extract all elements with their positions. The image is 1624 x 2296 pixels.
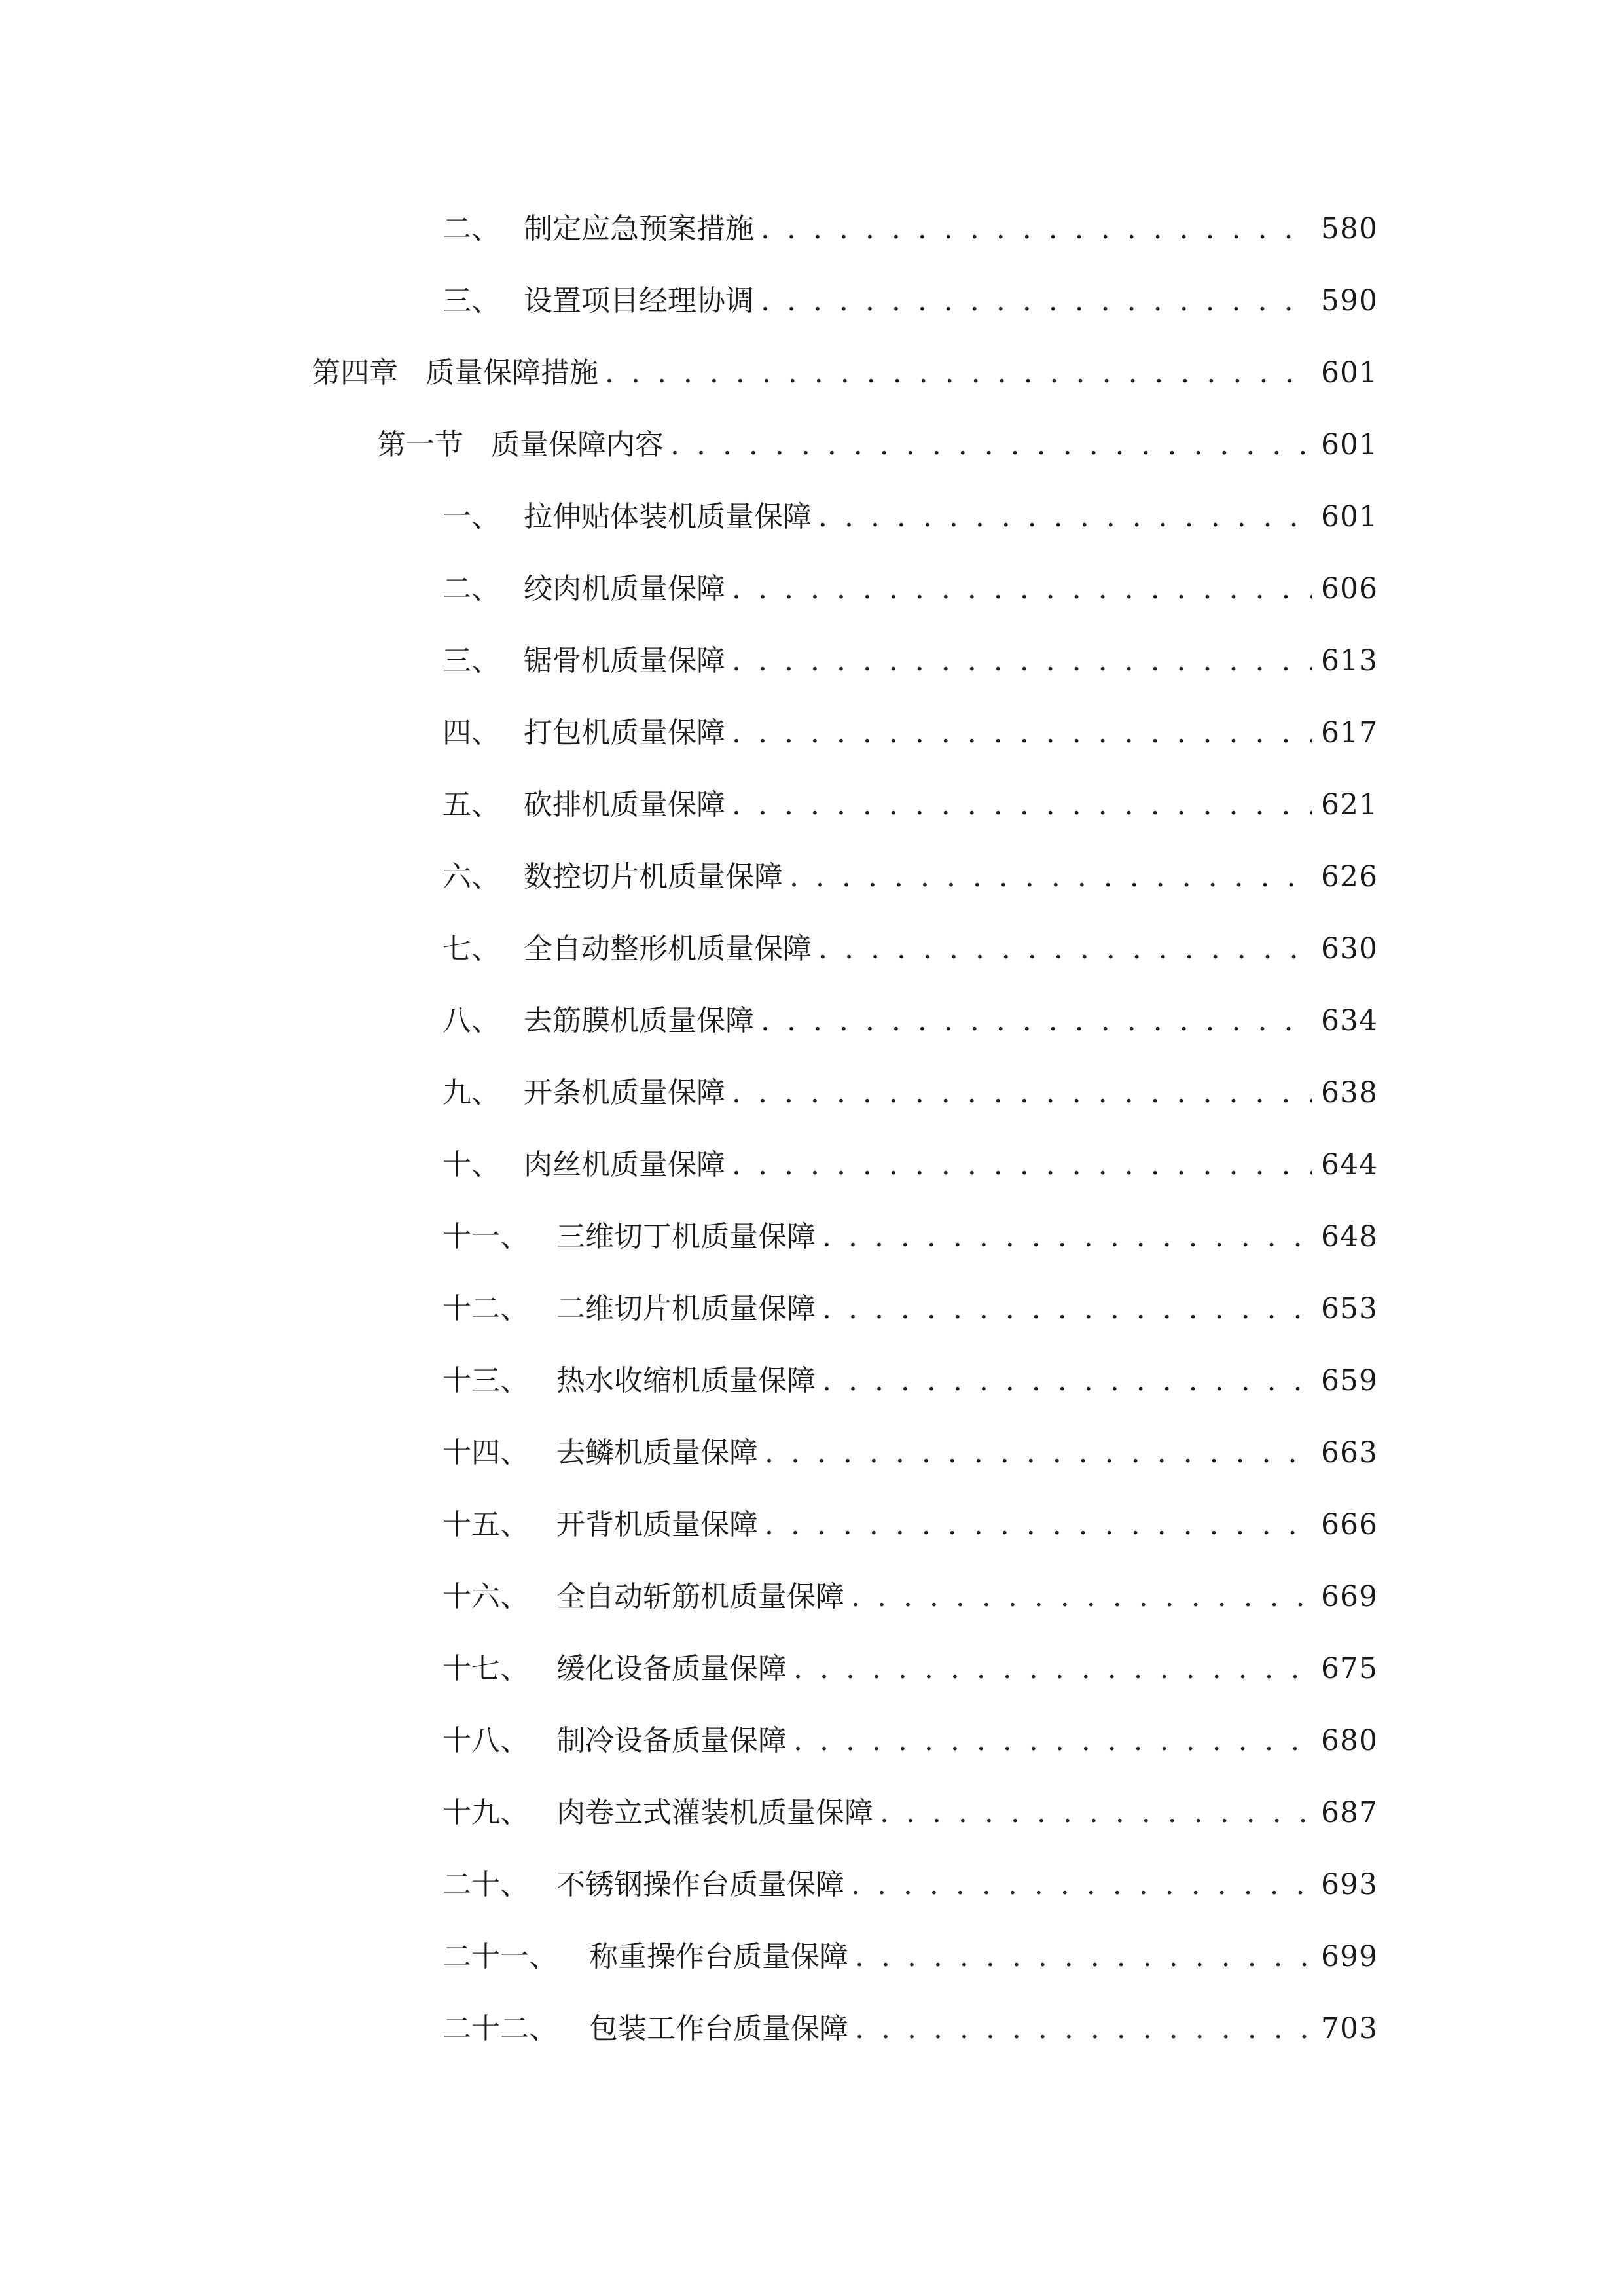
toc-entry-label	[442, 923, 812, 975]
toc-entry-page: 613	[1321, 644, 1378, 677]
toc-entry-page: 659	[1321, 1364, 1378, 1397]
toc-entry-number: 第一节	[377, 428, 463, 461]
toc-entry-number: 二十一、	[442, 1940, 558, 1973]
toc-dot-leader	[855, 2015, 1312, 2043]
toc-entry-label	[442, 275, 754, 327]
toc-entry-label	[442, 1859, 844, 1911]
toc-entry[interactable]	[442, 1571, 1378, 1623]
toc-entry[interactable]	[442, 707, 1378, 759]
toc-entry-number: 十、	[442, 1148, 500, 1181]
toc-dot-leader	[822, 1295, 1312, 1323]
toc-entry-title: 热水收缩机质量保障	[556, 1364, 816, 1397]
toc-entry-title: 制冷设备质量保障	[556, 1724, 787, 1757]
toc-entry-number: 一、	[442, 500, 500, 533]
toc-entry-number: 十五、	[442, 1508, 529, 1541]
toc-entry-label	[442, 1283, 816, 1335]
toc-entry-number: 十一、	[442, 1220, 529, 1253]
toc-entry-label	[312, 347, 598, 399]
toc-entry[interactable]	[442, 2003, 1378, 2055]
toc-entry-label	[442, 1355, 816, 1407]
toc-entry-label	[442, 2003, 848, 2055]
toc-dot-leader	[818, 935, 1312, 963]
toc-entry-label	[442, 563, 725, 615]
toc-entry[interactable]	[442, 779, 1378, 831]
toc-entry[interactable]	[442, 923, 1378, 975]
toc-entry-label	[442, 1931, 848, 1983]
toc-dot-leader	[605, 359, 1312, 387]
toc-entry-page: 644	[1321, 1148, 1378, 1181]
toc-entry-page: 666	[1321, 1508, 1378, 1541]
toc-entry[interactable]	[442, 491, 1378, 543]
toc-entry-title: 设置项目经理协调	[524, 284, 754, 317]
toc-dot-leader	[818, 503, 1312, 531]
toc-entry-title: 锯骨机质量保障	[524, 644, 725, 677]
toc-entry-number: 八、	[442, 1004, 500, 1037]
toc-entry-page: 606	[1321, 572, 1378, 605]
toc-entry-label	[442, 1787, 873, 1839]
toc-entry-label	[442, 1139, 725, 1191]
toc-entry-number: 十三、	[442, 1364, 529, 1397]
toc-entry-page: 601	[1321, 500, 1378, 533]
toc-entry-label	[442, 851, 783, 903]
toc-dot-leader	[793, 1655, 1312, 1683]
toc-entry-title: 开背机质量保障	[556, 1508, 758, 1541]
toc-entry[interactable]	[442, 203, 1378, 255]
toc-entry[interactable]	[442, 1067, 1378, 1119]
toc-entry-number: 二、	[442, 572, 500, 605]
toc-entry-title: 数控切片机质量保障	[524, 860, 783, 893]
toc-entry[interactable]	[442, 275, 1378, 327]
toc-entry-number: 九、	[442, 1076, 500, 1109]
toc-entry-page: 634	[1321, 1004, 1378, 1037]
toc-entry-page: 703	[1321, 2012, 1378, 2045]
toc-dot-leader	[855, 1943, 1312, 1971]
toc-entry-title: 二维切片机质量保障	[556, 1292, 816, 1325]
toc-entry[interactable]	[442, 1139, 1378, 1191]
toc-entry[interactable]	[442, 1787, 1378, 1839]
toc-entry-title: 肉丝机质量保障	[524, 1148, 725, 1181]
toc-dot-leader	[822, 1367, 1312, 1395]
toc-entry-label	[442, 203, 754, 255]
toc-dot-leader	[793, 1727, 1312, 1755]
toc-dot-leader	[732, 719, 1312, 747]
toc-entry-label	[442, 1211, 816, 1263]
toc-entry-label	[442, 1643, 787, 1695]
toc-entry[interactable]	[442, 995, 1378, 1047]
toc-entry-title: 质量保障内容	[491, 428, 664, 461]
toc-chapter-entry[interactable]	[312, 347, 1378, 399]
toc-entry-number: 十四、	[442, 1436, 529, 1469]
toc-entry-page: 630	[1321, 932, 1378, 965]
toc-entry-page: 653	[1321, 1292, 1378, 1325]
toc-entry-page: 621	[1321, 788, 1378, 821]
toc-entry-number: 四、	[442, 716, 500, 749]
toc-dot-leader	[732, 647, 1312, 675]
toc-entry-title: 全自动斩筋机质量保障	[556, 1580, 844, 1613]
toc-entry-page: 669	[1321, 1580, 1378, 1613]
toc-entry-number: 二十二、	[442, 2012, 558, 2045]
toc-entry-label	[377, 419, 664, 471]
toc-entry-page: 601	[1321, 428, 1378, 461]
toc-entry-title: 肉卷立式灌装机质量保障	[556, 1796, 873, 1829]
toc-entry-page: 693	[1321, 1868, 1378, 1901]
toc-entry[interactable]	[442, 1715, 1378, 1767]
toc-entry-title: 称重操作台质量保障	[589, 1940, 848, 1973]
toc-entry-title: 拉伸贴体装机质量保障	[524, 500, 812, 533]
toc-entry-page: 648	[1321, 1220, 1378, 1253]
toc-dot-leader	[880, 1799, 1312, 1827]
toc-entry-title: 制定应急预案措施	[524, 212, 754, 245]
toc-entry-page: 590	[1321, 284, 1378, 317]
toc-entry-page: 580	[1321, 212, 1378, 245]
toc-entry-title: 三维切丁机质量保障	[556, 1220, 816, 1253]
toc-entry-title: 去筋膜机质量保障	[524, 1004, 754, 1037]
toc-entry[interactable]	[442, 1643, 1378, 1695]
toc-entry-label	[442, 1067, 725, 1119]
toc-entry-label	[442, 1427, 758, 1479]
toc-entry-number: 二、	[442, 212, 500, 245]
toc-entry[interactable]	[442, 851, 1378, 903]
toc-entry-title: 绞肉机质量保障	[524, 572, 725, 605]
toc-dot-leader	[670, 431, 1312, 459]
toc-entry[interactable]	[442, 1211, 1378, 1263]
toc-entry-title: 缓化设备质量保障	[556, 1652, 787, 1685]
toc-entry-label	[442, 707, 725, 759]
toc-entry-number: 十二、	[442, 1292, 529, 1325]
toc-dot-leader	[765, 1511, 1312, 1539]
toc-entry-number: 三、	[442, 284, 500, 317]
toc-entry-number: 五、	[442, 788, 500, 821]
toc-entry[interactable]	[442, 635, 1378, 687]
toc-entry[interactable]	[442, 1859, 1378, 1911]
toc-entry[interactable]	[442, 1283, 1378, 1335]
toc-entry[interactable]	[442, 563, 1378, 615]
toc-entry-title: 不锈钢操作台质量保障	[556, 1868, 844, 1901]
toc-entry-label	[442, 1571, 844, 1623]
toc-dot-leader	[732, 791, 1312, 819]
toc-entry-page: 601	[1321, 356, 1378, 389]
toc-dot-leader	[765, 1439, 1312, 1467]
toc-entry-number: 十九、	[442, 1796, 529, 1829]
toc-entry-label	[442, 635, 725, 687]
toc-dot-leader	[789, 863, 1312, 891]
toc-entry-page: 675	[1321, 1652, 1378, 1685]
toc-entry-number: 七、	[442, 932, 500, 965]
toc-dot-leader	[851, 1871, 1312, 1899]
toc-entry-title: 砍排机质量保障	[524, 788, 725, 821]
toc-entry-page: 687	[1321, 1796, 1378, 1829]
toc-entry-page: 626	[1321, 860, 1378, 893]
toc-entry-title: 打包机质量保障	[524, 716, 725, 749]
toc-entry-number: 三、	[442, 644, 500, 677]
toc-entry-page: 680	[1321, 1724, 1378, 1757]
toc-dot-leader	[732, 1079, 1312, 1107]
toc-entry-number: 六、	[442, 860, 500, 893]
toc-entry-number: 十六、	[442, 1580, 529, 1613]
toc-dot-leader	[732, 575, 1312, 603]
toc-entry-title: 包装工作台质量保障	[589, 2012, 848, 2045]
toc-entry-number: 二十、	[442, 1868, 529, 1901]
toc-entry-title: 开条机质量保障	[524, 1076, 725, 1109]
toc-dot-leader	[761, 287, 1312, 315]
toc-dot-leader	[851, 1583, 1312, 1611]
toc-entry-label	[442, 1499, 758, 1551]
toc-entry-page: 663	[1321, 1436, 1378, 1469]
toc-section-entry[interactable]	[377, 419, 1378, 471]
toc-dot-leader	[761, 1007, 1312, 1035]
toc-entry-title: 去鳞机质量保障	[556, 1436, 758, 1469]
toc-entry-number: 第四章	[312, 356, 398, 389]
toc-dot-leader	[761, 215, 1312, 243]
toc-entry-title: 质量保障措施	[425, 356, 598, 389]
toc-entry[interactable]	[442, 1931, 1378, 1983]
toc-entry-label	[442, 1715, 787, 1767]
toc-dot-leader	[732, 1151, 1312, 1179]
toc-entry-number: 十八、	[442, 1724, 529, 1757]
toc-entry[interactable]	[442, 1499, 1378, 1551]
toc-entry[interactable]	[442, 1355, 1378, 1407]
toc-entry-page: 638	[1321, 1076, 1378, 1109]
toc-entry-label	[442, 779, 725, 831]
toc-entry-label	[442, 491, 812, 543]
toc-entry-page: 699	[1321, 1940, 1378, 1973]
toc-entry[interactable]	[442, 1427, 1378, 1479]
toc-entry-number: 十七、	[442, 1652, 529, 1685]
toc-entry-page: 617	[1321, 716, 1378, 749]
toc-entry-label	[442, 995, 754, 1047]
toc-entry-title: 全自动整形机质量保障	[524, 932, 812, 965]
toc-dot-leader	[822, 1223, 1312, 1251]
